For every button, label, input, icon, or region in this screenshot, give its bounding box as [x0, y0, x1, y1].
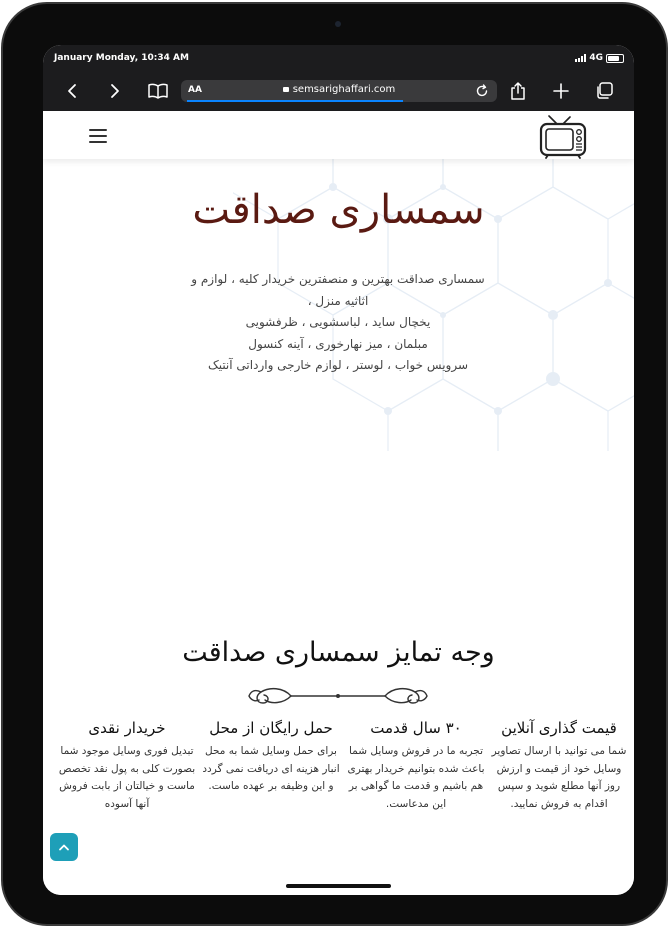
new-tab-button[interactable]: [548, 78, 574, 104]
status-time: January Monday, 10:34 AM: [54, 53, 189, 63]
feature-title: قیمت گذاری آنلاین: [501, 719, 617, 737]
hero-line: اثاثیه منزل ،: [307, 293, 369, 308]
back-button[interactable]: [59, 78, 85, 104]
lock-icon: [283, 87, 289, 92]
text-size-button[interactable]: AA: [188, 85, 202, 95]
bookmarks-icon: [148, 83, 168, 99]
hero-description: [183, 269, 493, 377]
feature-30-years: [347, 719, 485, 813]
battery-icon: [606, 54, 624, 63]
hamburger-icon[interactable]: [89, 129, 107, 143]
feature-title: خریدار نقدی: [88, 719, 166, 737]
front-camera: [335, 21, 341, 27]
feature-text: برای حمل وسایل شما به محل انبار هزینه ای دریافت نمی گردد و این وظیفه بر عهده ماست.: [202, 745, 340, 792]
tablet-frame: [1, 2, 668, 926]
features-row: [53, 719, 628, 839]
url-text: semsarighaffari.com: [292, 84, 396, 95]
page-load-progress: [187, 100, 403, 102]
address-bar[interactable]: [181, 80, 497, 102]
home-indicator[interactable]: [286, 884, 391, 888]
bookmarks-button[interactable]: [145, 78, 171, 104]
tablet-screen: [43, 45, 634, 895]
hero-line: سمساری صداقت بهترین و منصفترین خریدار کلیه ، لوازم و: [191, 272, 485, 286]
cellular-signal-icon: [575, 54, 586, 62]
features-title: وجه تمایز سمساری صداقت: [182, 637, 495, 668]
feature-text: تبدیل فوری وسایل موجود شما بصورت کلی به پول نقد تخصص ماست و خیالتان از بابت فروش آنها آسوده: [58, 745, 196, 810]
tv-logo-icon[interactable]: [537, 115, 589, 159]
reload-icon: [475, 84, 489, 98]
back-icon: [67, 83, 77, 99]
forward-button[interactable]: [102, 78, 128, 104]
site-header: [43, 111, 634, 159]
feature-text: تجربه ما در فروش وسایل شما باعث شده بتوانیم خریدار بهتری هم باشیم و قدمت ما گواهی بر این مدعاست.: [347, 745, 485, 810]
status-indicators: [575, 53, 624, 63]
scroll-to-top-button[interactable]: [50, 833, 78, 861]
share-icon: [510, 81, 526, 101]
tabs-overview-button[interactable]: [591, 78, 617, 104]
status-bar: [43, 45, 634, 71]
feature-free-transport: [202, 719, 340, 796]
hero-line: سرویس خواب ، لوستر ، لوازم خارجی وارداتی آنتیک: [207, 358, 469, 372]
reload-button[interactable]: [475, 83, 489, 102]
web-page: [43, 111, 634, 895]
feature-online-pricing: [490, 719, 628, 813]
new-tab-icon: [553, 83, 569, 99]
network-type: 4G: [589, 53, 603, 63]
hero-line: مبلمان ، میز نهارخوری ، آینه کنسول: [248, 336, 428, 351]
url-display[interactable]: [181, 84, 497, 95]
hero-title: سمساری صداقت: [192, 187, 485, 233]
browser-toolbar: [43, 71, 634, 111]
share-button[interactable]: [505, 78, 531, 104]
tabs-icon: [595, 82, 613, 100]
feature-cash-buyer: [58, 719, 196, 813]
ornament-divider-icon: [247, 685, 429, 707]
forward-icon: [110, 83, 120, 99]
feature-title: حمل رایگان از محل: [209, 719, 333, 737]
hero-line: یخچال ساید ، لباسشویی ، ظرفشویی: [245, 315, 431, 329]
feature-title: ۳۰ سال قدمت: [370, 719, 462, 737]
chevron-up-icon: [58, 843, 70, 851]
feature-text: شما می توانید با ارسال تصاویر وسایل خود از قیمت و ارزش روز آنها مطلع شوید و سپس اقدام به فروش نمایید.: [491, 745, 627, 810]
